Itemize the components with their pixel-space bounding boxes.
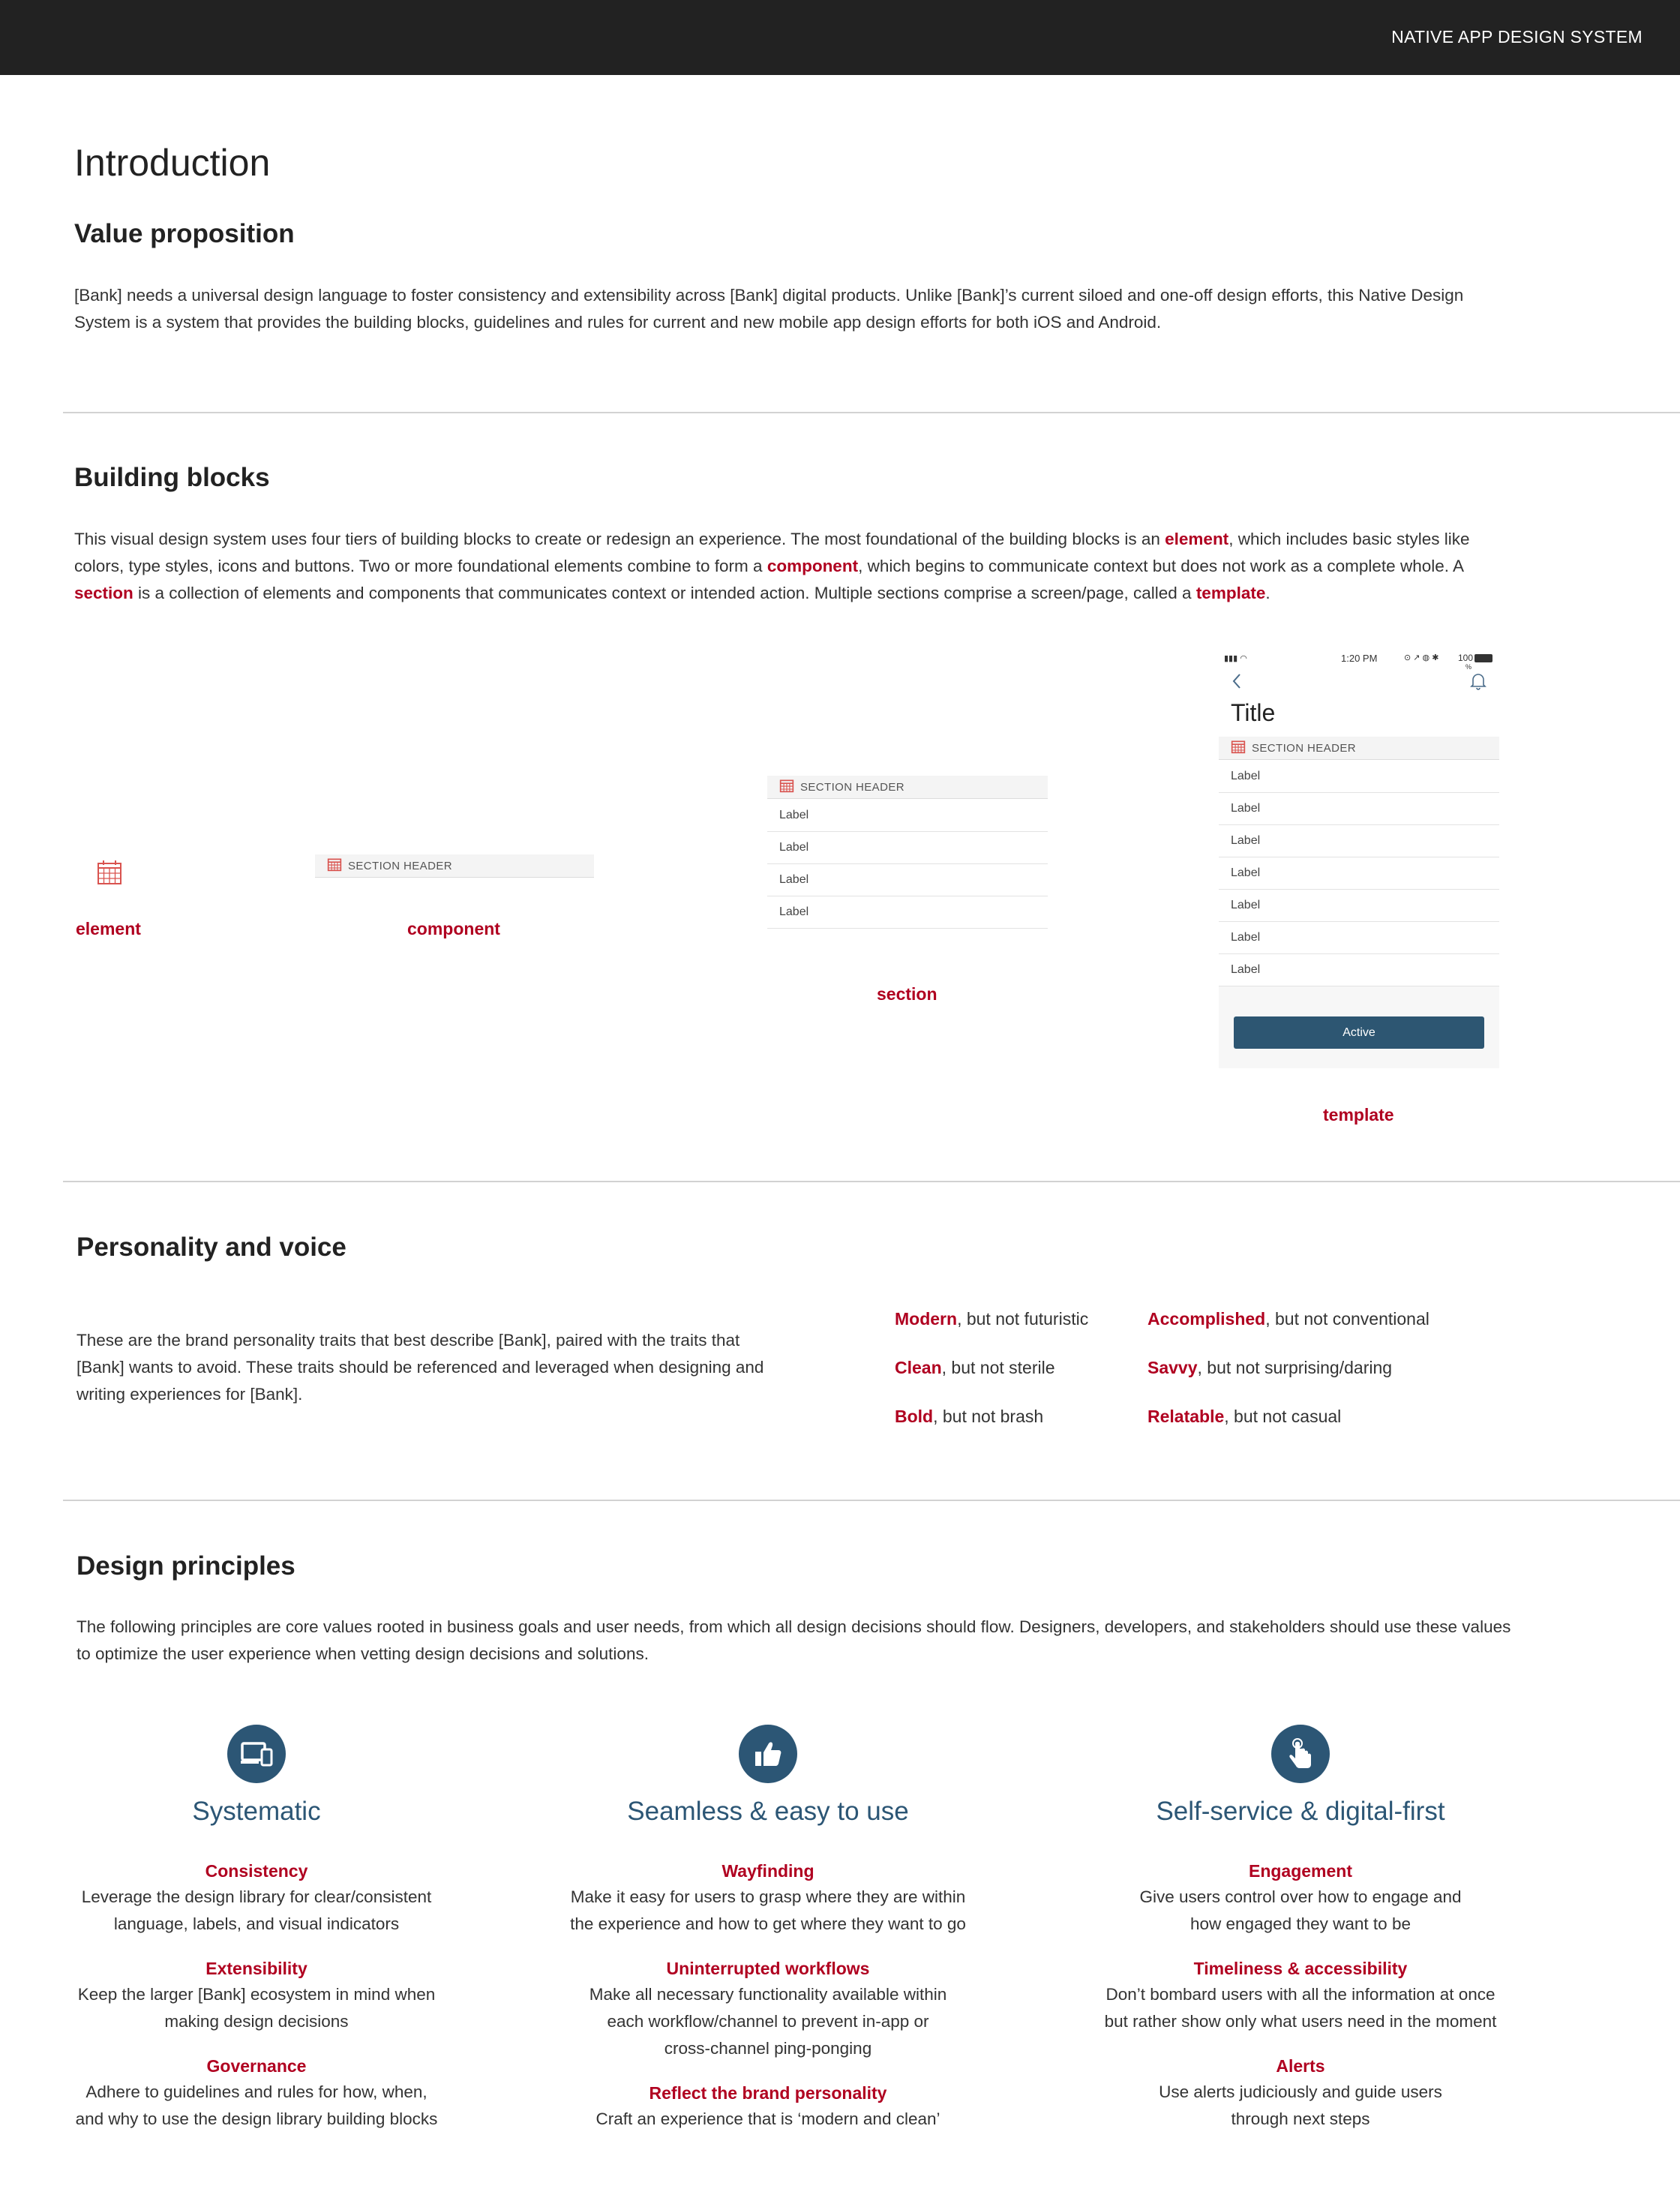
calendar-icon (1231, 739, 1246, 758)
devices-icon (227, 1725, 286, 1783)
divider (63, 1181, 1680, 1182)
battery-level: 100 (1458, 653, 1474, 663)
trait-bold: Bold, but not brash (895, 1407, 1044, 1426)
value-text: [Bank] needs a universal design language to foster consistency and extensibility across [Bank] digital products. Unlike [Bank]’s current siloed and one-off design efforts, this Native Design System is a system that provides the building blocks, guidelines and rules for current and new mobile app design efforts for both iOS and Android. (74, 286, 1464, 332)
list-item: Label (767, 896, 1048, 929)
list-item: Label (767, 800, 1048, 832)
touch-icon (1271, 1725, 1330, 1783)
principle-item-title: Consistency (205, 1861, 308, 1881)
trait-savvy: Savvy, but not surprising/daring (1148, 1358, 1393, 1377)
principle-column-systematic (32, 1725, 482, 2133)
principle-item-desc: Adhere to guidelines and rules for how, when, and why to use the design library building blocks (75, 2082, 438, 2128)
personality-text: These are the brand personality traits that best describe [Bank], paired with the traits that [Bank] wants to avoid. These traits should be referenced and leveraged when designing and writing experiences for [Bank]. (76, 1331, 764, 1404)
principle-item-desc: Craft an experience that is ‘modern and clean’ (596, 2109, 940, 2128)
principle-item-desc: Make it easy for users to grasp where they are within the experience and how to get where they want to go (570, 1887, 966, 1933)
principle-column-seamless (543, 1725, 993, 2133)
list-item[interactable]: Label (1219, 825, 1499, 857)
principle-item-title: Alerts (1276, 2056, 1325, 2076)
list-item[interactable]: Label (1219, 922, 1499, 954)
calendar-icon (779, 778, 794, 797)
thumbs-up-icon (739, 1725, 797, 1783)
screen-title: Title (1231, 699, 1276, 726)
value-heading: Value proposition (74, 219, 295, 248)
personality-heading: Personality and voice (76, 1233, 346, 1262)
caption-section: section (877, 984, 938, 1004)
list-item: Label (767, 832, 1048, 864)
trait-accomplished: Accomplished, but not conventional (1148, 1309, 1430, 1329)
blocks-text: This visual design system uses four tiers of building blocks to create or redesign an experience. The most foundational of the building blocks is an element, which includes basic styles like colors, type styles, icons and buttons. Two or more foundational elements combine to form a component, which begins to communicate context but does not work as a complete whole. A section is a collection of elements and components that communicates context or intended action. Multiple sections comprise a screen/page, called a template. (74, 530, 1470, 602)
divider (63, 1500, 1680, 1501)
principle-item-title: Engagement (1248, 1861, 1353, 1881)
principle-item-desc: Give users control over how to engage and how engaged they want to be (1139, 1887, 1462, 1933)
principle-title: Systematic (192, 1797, 321, 1826)
battery-icon (1474, 654, 1492, 662)
caption-element: element (76, 919, 141, 938)
list-item[interactable]: Label (1219, 793, 1499, 825)
signal-icon: ▮▮▮ ◠ (1224, 654, 1247, 663)
principle-item-desc: Leverage the design library for clear/consistent language, labels, and visual indicators (81, 1887, 432, 1933)
list-item[interactable]: Label (1219, 954, 1499, 986)
principle-column-self-service (1076, 1725, 1526, 2133)
trait-modern: Modern, but not futuristic (895, 1309, 1089, 1329)
status-time: 1:20 PM (1341, 653, 1378, 664)
caption-template: template (1323, 1105, 1394, 1125)
principle-item-title: Extensibility (206, 1959, 308, 1978)
principle-title: Self-service & digital-first (1156, 1797, 1445, 1826)
template-section-header: SECTION HEADER (1219, 737, 1499, 760)
principle-item-title: Governance (206, 2056, 307, 2076)
component-section-header: SECTION HEADER (315, 854, 594, 878)
status-bar (1224, 651, 1494, 671)
blocks-heading: Building blocks (74, 463, 270, 492)
principle-item-desc: Keep the larger [Bank] ecosystem in mind when making design decisions (77, 1985, 436, 2031)
calendar-icon (327, 857, 342, 875)
principle-item-title: Timeliness & accessibility (1193, 1959, 1408, 1978)
principle-item-title: Wayfinding (722, 1861, 814, 1881)
top-bar (0, 0, 1680, 75)
page-title: Introduction (74, 142, 271, 184)
active-button[interactable]: Active (1234, 1016, 1484, 1049)
principle-item-title: Uninterrupted workflows (666, 1959, 870, 1978)
list-item[interactable]: Label (1219, 761, 1499, 793)
principle-item-desc: Don’t bombard users with all the information at once but rather show only what users need in the moment (1104, 1985, 1497, 2031)
bell-icon[interactable] (1470, 672, 1486, 694)
calendar-icon (96, 859, 123, 890)
back-chevron-icon[interactable] (1232, 672, 1242, 694)
battery-unit: % (1466, 663, 1472, 671)
section-section-header: SECTION HEADER (767, 776, 1048, 799)
trait-clean: Clean, but not sterile (895, 1358, 1055, 1377)
principle-title: Seamless & easy to use (627, 1797, 909, 1826)
status-icons: ⊙ ↗ ◍ ✱ (1404, 653, 1439, 662)
list-item: Label (767, 864, 1048, 896)
principle-item-title: Reflect the brand personality (649, 2083, 887, 2103)
principle-item-desc: Use alerts judiciously and guide users through next steps (1159, 2082, 1442, 2128)
principle-item-desc: Make all necessary functionality available within each workflow/channel to prevent in-app or cross-channel ping-ponging (589, 1985, 947, 2058)
header-title: NATIVE APP DESIGN SYSTEM (1391, 27, 1642, 47)
principles-heading: Design principles (76, 1551, 296, 1581)
trait-relatable: Relatable, but not casual (1148, 1407, 1342, 1426)
list-item[interactable]: Label (1219, 857, 1499, 890)
caption-component: component (407, 919, 500, 938)
divider (63, 412, 1680, 413)
list-item[interactable]: Label (1219, 890, 1499, 922)
principles-text: The following principles are core values rooted in business goals and user needs, from which all design decisions should flow. Designers, developers, and stakeholders should use these values to optimize the user experience when vetting design decisions and solutions. (76, 1617, 1511, 1663)
